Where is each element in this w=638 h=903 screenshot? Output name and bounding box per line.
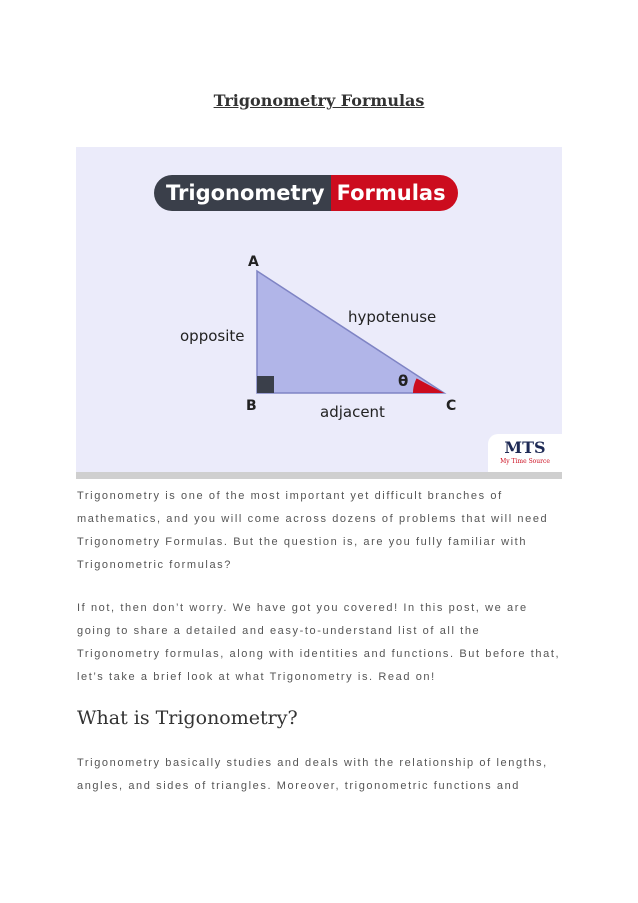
section-heading: What is Trigonometry? (77, 707, 298, 729)
hero-image (76, 147, 562, 479)
vertex-a-label: A (248, 254, 259, 270)
section-paragraph: Trigonometry basically studies and deals with the relationship of lengths, angles, and sides of triangles. Moreover, trigonometric functions and (77, 757, 548, 792)
vertex-b-label: B (246, 398, 257, 414)
right-triangle (257, 271, 444, 393)
banner-title-red: Formulas (331, 175, 458, 211)
opposite-label: opposite (180, 327, 245, 345)
angle-arc (413, 378, 444, 393)
adjacent-label: adjacent (320, 403, 385, 421)
intro-paragraph-2: If not, then don’t worry. We have got you covered! In this post, we are going to share a detailed and easy-to-understand list of all the Trigonometry formulas, along with identities and functions. But before that, let’s take a brief look at what Trigonometry is. Read on! (77, 602, 561, 683)
theta-label: θ (398, 372, 409, 390)
banner-title-dark: Trigonometry (154, 175, 331, 211)
vertex-c-label: C (446, 398, 457, 414)
intro-paragraph: Trigonometry is one of the most important yet difficult branches of mathematics, and you will come across dozens of problems that will need Trigonometry Formulas. But the question is, are you fully familiar with Trigonometric formulas? (77, 490, 549, 571)
hypotenuse-label: hypotenuse (348, 308, 437, 326)
right-angle-marker (257, 376, 274, 393)
brand-logo (488, 434, 562, 472)
document-title: Trigonometry Formulas (213, 91, 425, 110)
triangle-diagram (76, 147, 562, 479)
logo-mark: MTS (504, 438, 546, 457)
logo-tagline: My Time Source (500, 458, 550, 465)
